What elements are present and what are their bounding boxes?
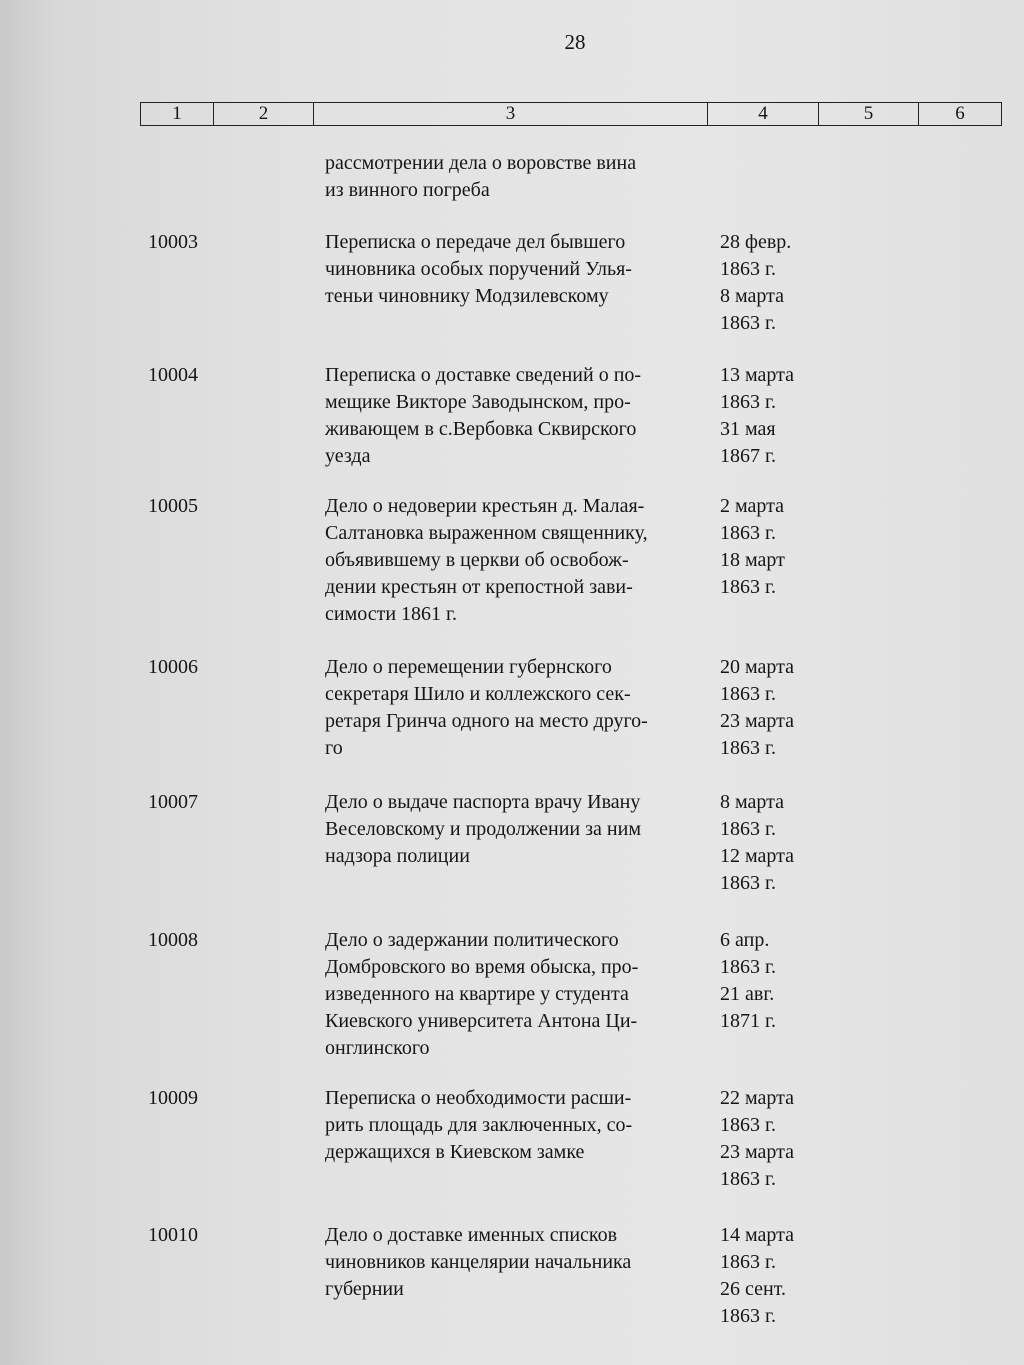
description-line: го	[325, 737, 343, 759]
description-line: Переписка о передаче дел бывшего	[325, 231, 626, 253]
date-line: 31 мая	[720, 418, 776, 440]
description-line: Переписка о необходимости расши-	[325, 1087, 632, 1109]
description-line: губернии	[325, 1278, 404, 1300]
description-line: из винного погреба	[325, 179, 490, 201]
entry-description	[325, 493, 715, 628]
date-line: 12 марта	[720, 845, 794, 867]
entry-number: 10010	[148, 1224, 198, 1246]
column-header-row	[140, 102, 1002, 126]
description-line: изведенного на квартире у студента	[325, 983, 629, 1005]
entry-description	[325, 362, 715, 470]
entry-description	[325, 150, 715, 204]
description-line: Дело о выдаче паспорта врачу Ивану	[325, 791, 641, 813]
date-line: 8 марта	[720, 285, 784, 307]
entry-number: 10005	[148, 495, 198, 517]
date-line: 1863 г.	[720, 258, 776, 280]
description-line: Веселовскому и продолжении за ним	[325, 818, 641, 840]
date-line: 8 марта	[720, 791, 784, 813]
date-line: 1871 г.	[720, 1010, 776, 1032]
date-line: 1863 г.	[720, 391, 776, 413]
description-line: уезда	[325, 445, 371, 467]
column-header-4: 4	[708, 103, 819, 125]
entry-dates	[720, 1222, 794, 1330]
entry-dates	[720, 493, 785, 601]
description-line: секретаря Шило и коллежского сек-	[325, 683, 631, 705]
date-line: 1863 г.	[720, 956, 776, 978]
entry-description	[325, 229, 715, 310]
description-line: Киевского университета Антона Ци-	[325, 1010, 638, 1032]
date-line: 1863 г.	[720, 1305, 776, 1327]
entry-description	[325, 654, 715, 762]
date-line: 28 февр.	[720, 231, 792, 253]
column-header-3: 3	[314, 103, 708, 125]
date-line: 1863 г.	[720, 683, 776, 705]
date-line: 1863 г.	[720, 576, 776, 598]
date-line: 1863 г.	[720, 818, 776, 840]
description-line: Дело о недоверии крестьян д. Малая-	[325, 495, 645, 517]
description-line: держащихся в Киевском замке	[325, 1141, 585, 1163]
date-line: 1863 г.	[720, 1114, 776, 1136]
entry-number: 10003	[148, 231, 198, 253]
entry-dates	[720, 927, 776, 1035]
description-line: рить площадь для заключенных, со-	[325, 1114, 633, 1136]
entry-description	[325, 927, 715, 1062]
description-line: объявившему в церкви об освобож-	[325, 549, 629, 571]
entry-description	[325, 1085, 715, 1166]
date-line: 23 марта	[720, 710, 794, 732]
date-line: 22 марта	[720, 1087, 794, 1109]
date-line: 13 марта	[720, 364, 794, 386]
description-line: Дело о перемещении губернского	[325, 656, 612, 678]
entry-number: 10008	[148, 929, 198, 951]
date-line: 14 марта	[720, 1224, 794, 1246]
entry-dates	[720, 229, 791, 337]
entry-number: 10007	[148, 791, 198, 813]
date-line: 2 марта	[720, 495, 784, 517]
date-line: 23 марта	[720, 1141, 794, 1163]
description-line: чиновника особых поручений Улья-	[325, 258, 632, 280]
description-line: теньи чиновнику Модзилевскому	[325, 285, 609, 307]
date-line: 1863 г.	[720, 522, 776, 544]
date-line: 1863 г.	[720, 1251, 776, 1273]
description-line: мещике Викторе Заводынском, про-	[325, 391, 631, 413]
entry-description	[325, 1222, 715, 1303]
description-line: симости 1861 г.	[325, 603, 458, 625]
date-line: 6 апр.	[720, 929, 770, 951]
description-line: чиновников канцелярии начальника	[325, 1251, 632, 1273]
entry-number: 10004	[148, 364, 198, 386]
entry-description	[325, 789, 715, 870]
page-number: 28	[564, 30, 586, 54]
entry-dates	[720, 654, 794, 762]
date-line: 1863 г.	[720, 1168, 776, 1190]
description-line: Дело о задержании политического	[325, 929, 619, 951]
date-line: 18 март	[720, 549, 785, 571]
entry-dates	[720, 789, 794, 897]
description-line: Салтановка выраженном священнику,	[325, 522, 648, 544]
description-line: Дело о доставке именных списков	[325, 1224, 618, 1246]
description-line: живающем в с.Вербовка Сквирского	[325, 418, 637, 440]
description-line: дении крестьян от крепостной зави-	[325, 576, 633, 598]
entry-dates	[720, 362, 794, 470]
column-header-5: 5	[819, 103, 919, 125]
date-line: 1863 г.	[720, 737, 776, 759]
date-line: 1863 г.	[720, 312, 776, 334]
description-line: ретаря Гринча одного на место друго-	[325, 710, 648, 732]
entry-dates	[720, 1085, 794, 1193]
date-line: 21 авг.	[720, 983, 775, 1005]
description-line: Домбровского во время обыска, про-	[325, 956, 639, 978]
description-line: Переписка о доставке сведений о по-	[325, 364, 642, 386]
date-line: 1863 г.	[720, 872, 776, 894]
column-header-2: 2	[214, 103, 314, 125]
description-line: онглинского	[325, 1037, 430, 1059]
date-line: 26 сент.	[720, 1278, 786, 1300]
entry-number: 10006	[148, 656, 198, 678]
date-line: 20 марта	[720, 656, 794, 678]
entry-number: 10009	[148, 1087, 198, 1109]
description-line: рассмотрении дела о воровстве вина	[325, 152, 637, 174]
date-line: 1867 г.	[720, 445, 776, 467]
column-header-6: 6	[955, 103, 965, 124]
column-header-1: 1	[141, 103, 214, 125]
description-line: надзора полиции	[325, 845, 470, 867]
